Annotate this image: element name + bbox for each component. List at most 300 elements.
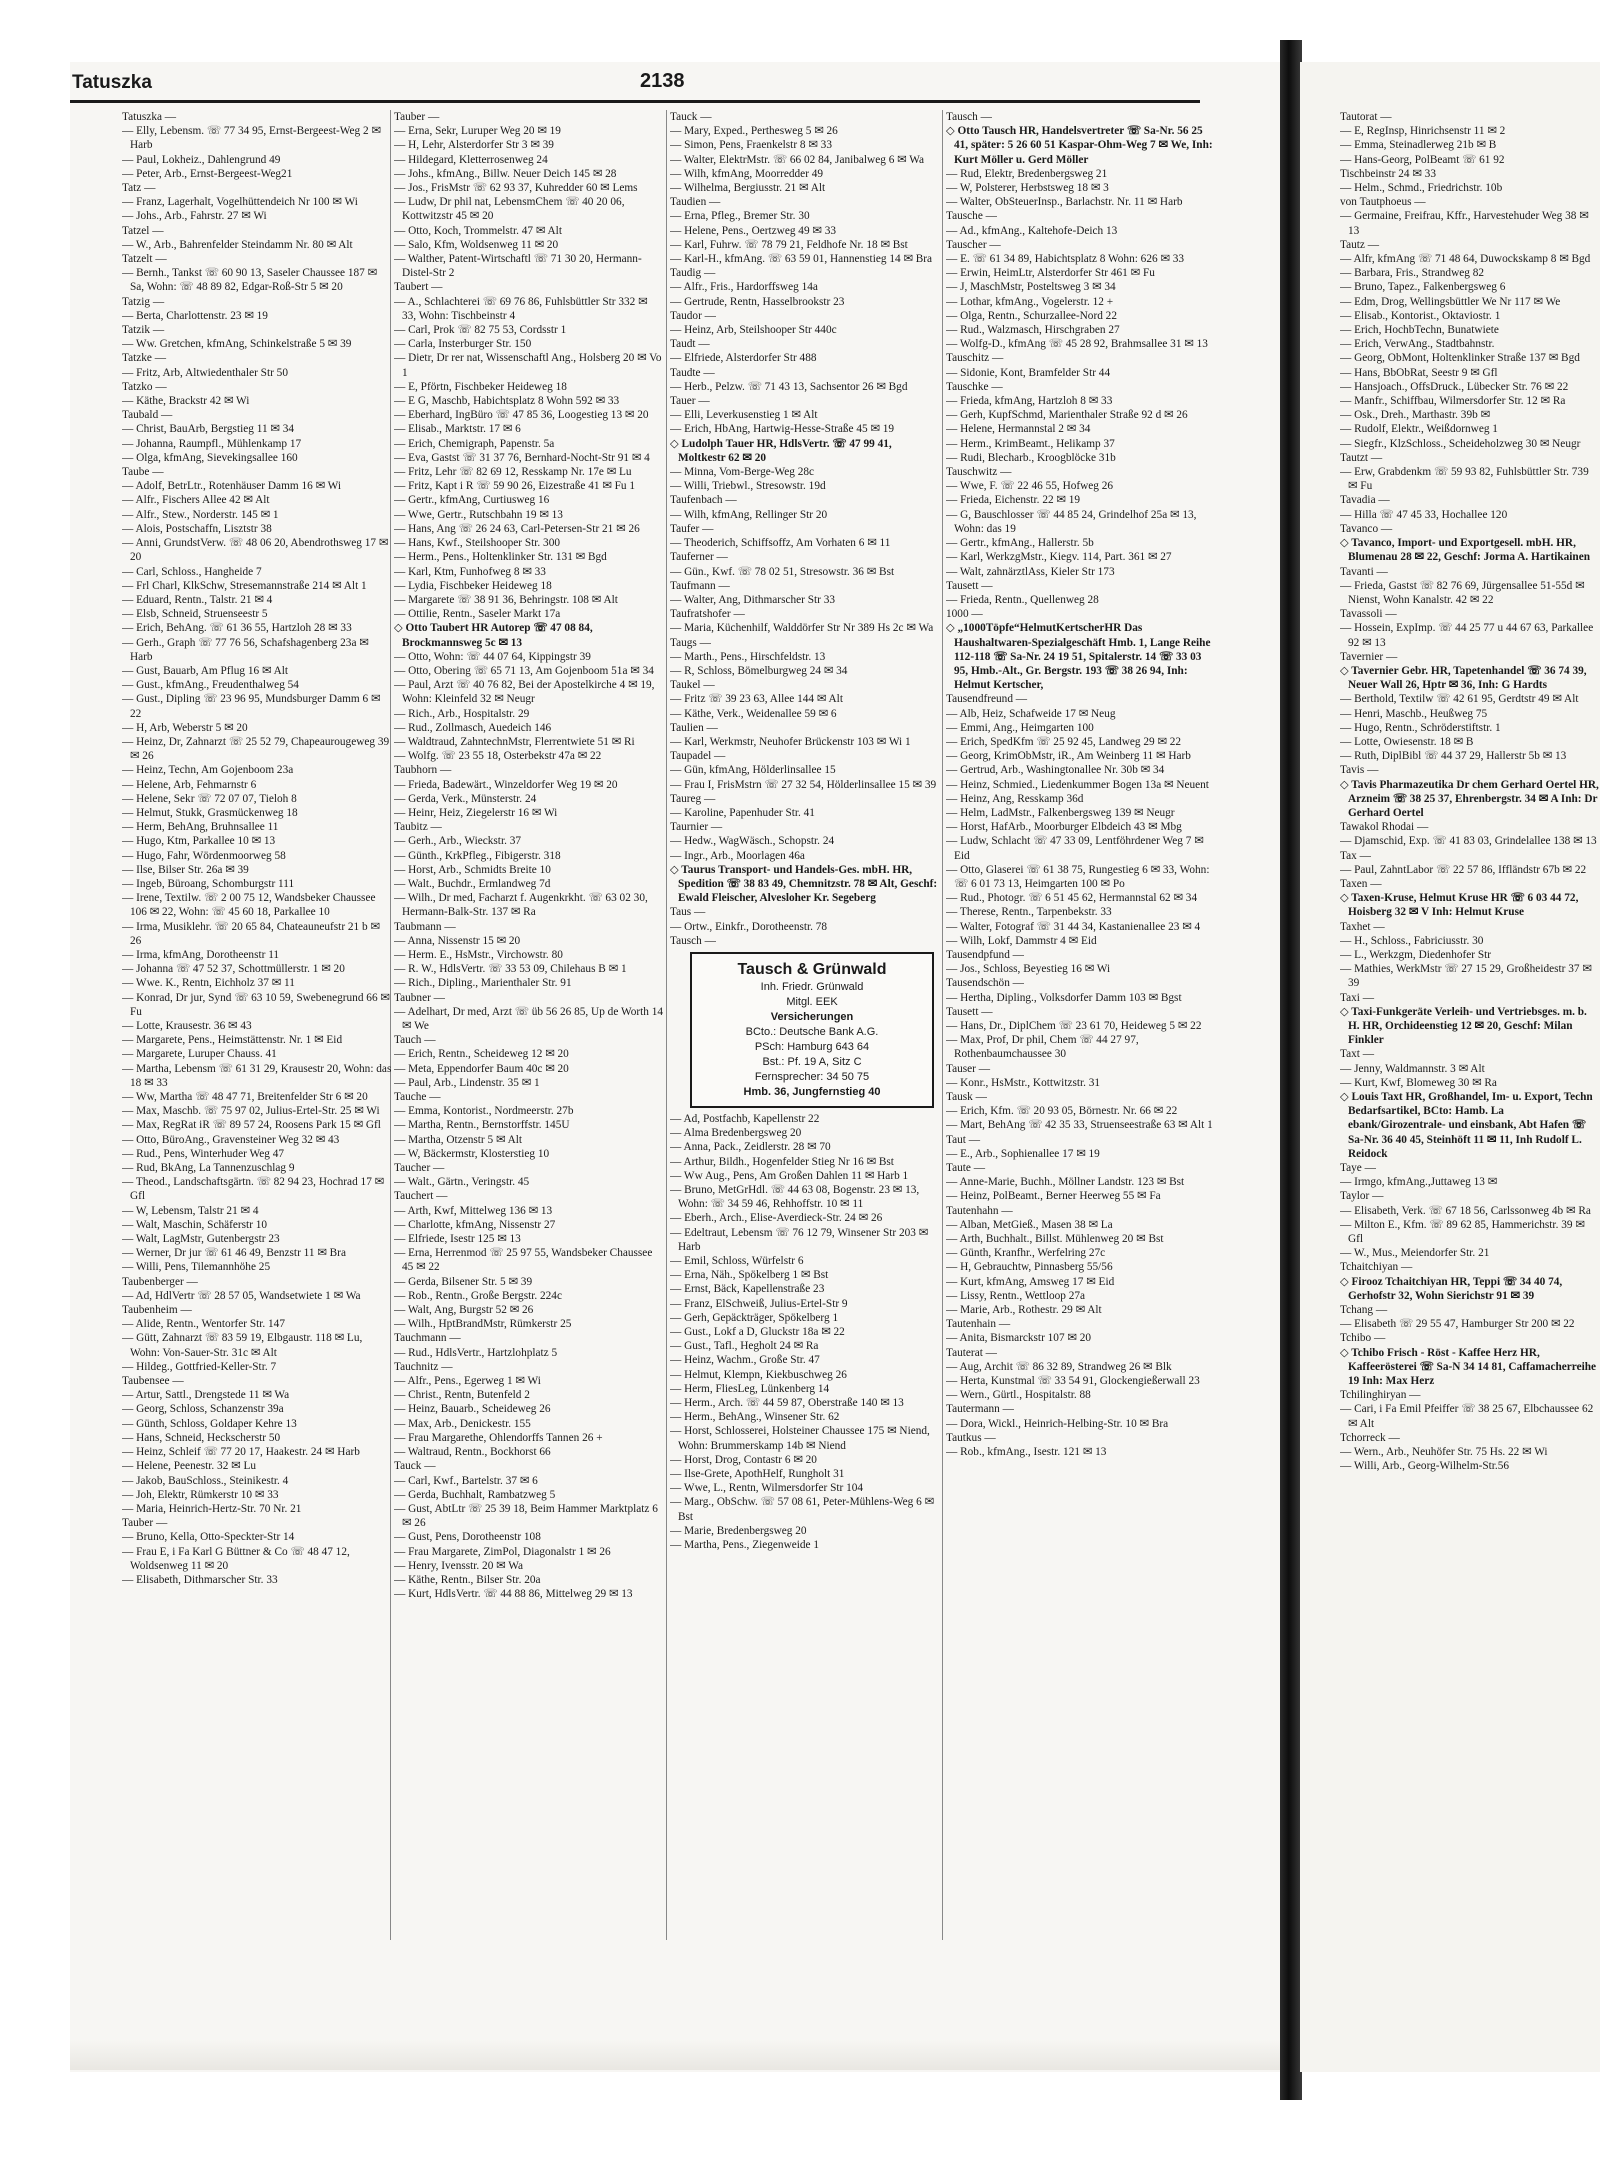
directory-entry: — Ingr., Arb., Moorlagen 46a <box>670 849 805 862</box>
directory-entry: — Walt, Maschin, Schäferstr 10 <box>122 1218 268 1231</box>
directory-entry: — Gust., kfmAng., Freudenthalweg 54 <box>122 679 299 692</box>
surname-heading: Tauer — <box>670 395 710 408</box>
directory-entry: — Heinz, Schmied., Liedenkummer Bogen 13a ✉ Neuent <box>946 778 1209 791</box>
directory-entry: — Wwe, F. ☏ 22 46 55, Hofweg 26 <box>946 480 1114 493</box>
directory-entry: — Helene, Sekr ☏ 72 07 07, Tieloh 8 <box>122 792 297 805</box>
directory-entry: — Helm., Schmd., Friedrichstr. 10b <box>1340 182 1503 195</box>
directory-entry: — Elisabeth, Verk. ☏ 67 18 56, Carlssonweg 4b ✉ Ra <box>1340 1204 1591 1217</box>
directory-entry: — Salo, Kfm, Woldsenweg 11 ✉ 20 <box>394 238 559 251</box>
directory-entry: — Willi, Pens, Tilemannhöhe 25 <box>122 1261 271 1274</box>
directory-entry: — Otto, Glaserei ☏ 61 38 75, Rungestieg 6 ✉ 33, Wohn: ☏ 6 01 73 13, Heimgarten 100 ✉ Po <box>946 863 1210 890</box>
directory-entry: — Irene, Textilw. ☏ 2 00 75 12, Wandsbeker Chaussee 106 ✉ 22, Wohn: ☏ 45 60 18, Parkallee 10 <box>122 892 376 919</box>
surname-heading: Taubmann — <box>394 920 456 933</box>
surname-heading: Tavanti — <box>1340 565 1388 578</box>
surname-heading: Tauchert — <box>394 1190 448 1203</box>
surname-heading: Tatzelt — <box>122 253 167 266</box>
page-header <box>70 72 1200 103</box>
ad-member: Mitgl. EEK <box>786 995 838 1008</box>
directory-entry: — Horst, HafArb., Moorburger Elbdeich 43 ✉ Mbg <box>946 821 1182 834</box>
directory-entry: — Peter, Arb., Ernst-Bergeest-Weg21 <box>122 167 293 180</box>
surname-heading: Tautenhain — <box>946 1318 1011 1331</box>
directory-entry: — Otto, Wohn: ☏ 44 07 64, Kippingstr 39 <box>394 650 591 663</box>
directory-entry: — Fritz ☏ 39 23 63, Allee 144 ✉ Alt <box>670 693 843 706</box>
directory-entry: — Gust., Lokf a D, Gluckstr 18a ✉ 22 <box>670 1326 845 1339</box>
directory-entry: — Heinz, Bauarb., Scheideweg 26 <box>394 1403 551 1416</box>
directory-entry: — Karl, WerkzgMstr., Kiegv. 114, Part. 361 ✉ 27 <box>946 551 1172 564</box>
surname-heading: Taufmann — <box>670 579 730 592</box>
directory-entry: — Ludw, Schlacht ☏ 47 33 09, Lentföhrdener Weg 7 ✉ Eid <box>946 835 1204 862</box>
directory-entry: — Alide, Rentn., Wentorfer Str. 147 <box>122 1318 285 1331</box>
directory-entry: — Gerh., Graph ☏ 77 76 56, Schafshagenberg 23a ✉ Harb <box>122 636 369 663</box>
directory-entry: — Aug, Archit ☏ 86 32 89, Strandweg 26 ✉ Blk <box>946 1360 1172 1373</box>
directory-entry: — Jenny, Waldmannstr. 3 ✉ Alt <box>1340 1062 1485 1075</box>
directory-entry: — Helmut, Klempn, Kiekbuschweg 26 <box>670 1368 847 1381</box>
directory-entry: — Alfr., Fischers Allee 42 ✉ Alt <box>122 494 270 507</box>
directory-entry: — Carl, Schloss., Hangheide 7 <box>122 565 262 578</box>
directory-entry: — Erna, Pfleg., Bremer Str. 30 <box>670 210 810 223</box>
directory-entry: — Rudi, Blecharb., Kroogblöcke 31b <box>946 451 1116 464</box>
directory-entry: — Arth, Buchhalt., Billst. Mühlenweg 20 ✉ Bst <box>946 1233 1164 1246</box>
directory-entry: — Eva, Gastst ☏ 31 37 76, Bernhard-Nocht-Str 91 ✉ 4 <box>394 451 650 464</box>
directory-entry: — Martha, Lebensm ☏ 61 31 29, Krausestr 20, Wohn: das 18 ✉ 33 <box>122 1062 392 1089</box>
directory-entry: ◇ Tavis Pharmazeutika Dr chem Gerhard Oertel HR, Arzneim ☏ 38 25 37, Ehrenbergstr. 34 ✉ A Inh: Dr Gerhard Oertel <box>1340 778 1599 819</box>
surname-heading: Taugs — <box>670 636 711 649</box>
surname-heading: Taupadel — <box>670 750 726 763</box>
directory-entry: — Käthe, Rentn., Bilser Str. 20a <box>394 1573 541 1586</box>
directory-entry: — Lotte, Owiesenstr. 18 ✉ B <box>1340 735 1474 748</box>
directory-entry: — Otto, BüroAng., Gravensteiner Weg 32 ✉ 43 <box>122 1133 340 1146</box>
directory-entry: — Herm, BehAng, Bruhnsallee 11 <box>122 821 279 834</box>
directory-entry: — Christ, BauArb, Bergstieg 11 ✉ 34 <box>122 423 295 436</box>
directory-entry: — Erich, Rentn., Scheideweg 12 ✉ 20 <box>394 1048 569 1061</box>
surname-heading: Taucher — <box>394 1162 445 1175</box>
surname-heading: Taubenberger — <box>122 1275 198 1288</box>
surname-heading: Tavernier — <box>1340 650 1398 663</box>
directory-entry: — Carl, Kwf., Bartelstr. 37 ✉ 6 <box>394 1474 538 1487</box>
directory-entry: — Eberhard, IngBüro ☏ 47 85 36, Loogestieg 13 ✉ 20 <box>394 409 649 422</box>
directory-entry: — Gust., Dipling ☏ 23 96 95, Mundsburger Damm 6 ✉ 22 <box>122 693 381 720</box>
directory-entry: — H, Lehr, Alsterdorfer Str 3 ✉ 39 <box>394 139 554 152</box>
directory-entry: — Berthold, Textilw ☏ 42 61 95, Gerdtstr 49 ✉ Alt <box>1340 693 1579 706</box>
directory-entry: — Erna, Sekr, Luruper Weg 20 ✉ 19 <box>394 125 561 138</box>
surname-heading: von Tautphoeus — <box>1340 196 1426 209</box>
directory-entry: — Ortw., Einkfr., Dorotheenstr. 78 <box>670 920 828 933</box>
directory-entry: — Elisab., Kontorist., Oktaviostr. 1 <box>1340 309 1501 322</box>
page-shadow <box>70 2040 1280 2070</box>
surname-heading: Tchang — <box>1340 1304 1388 1317</box>
surname-heading: Tatuszka — <box>122 111 177 123</box>
directory-entry: — Emma, Kontorist., Nordmeerstr. 27b <box>394 1105 574 1118</box>
directory-entry: — Paul, ZahntLabor ☏ 22 57 86, Iffländstr 67b ✉ 22 <box>1340 863 1587 876</box>
directory-entry: — Wilh, kfmAng, Rellinger Str 20 <box>670 508 828 521</box>
directory-entry: — Hans, Schneid, Heckscherstr 50 <box>122 1431 281 1444</box>
surname-heading: Tawakol Rhodai — <box>1340 821 1429 834</box>
surname-heading: Tauck — <box>670 111 712 123</box>
directory-entry: ◇ Taxi-Funkgeräte Verleih- und Vertriebsges. m. b. H. HR, Orchideenstieg 12 ✉ 20, Geschf: Milan Finkler <box>1340 1005 1587 1047</box>
surname-heading: Tauber — <box>394 111 440 123</box>
directory-entry: — Emma, Steinadlerweg 21b ✉ B <box>1340 139 1497 152</box>
surname-heading: Taurnier — <box>670 821 723 834</box>
directory-entry: — Irmgo, kfmAng.,Juttaweg 13 ✉ <box>1340 1176 1498 1189</box>
directory-entry: — E, Pförtn, Fischbeker Heideweg 18 <box>394 380 567 393</box>
directory-entry: — W, Bäckermstr, Klosterstieg 10 <box>394 1147 550 1160</box>
surname-heading: Taylor — <box>1340 1190 1384 1203</box>
directory-entry: — Gerh, Gepäckträger, Spökelberg 1 <box>670 1311 839 1324</box>
surname-heading: Tauck — <box>394 1460 436 1473</box>
directory-entry: — Frau Margarete, ZimPol, Diagonalstr 1 ✉ 26 <box>394 1545 611 1558</box>
ad-address: Hmb. 36, Jungfernstieg 40 <box>743 1085 881 1098</box>
directory-entry: — Erich, Kfm. ☏ 20 93 05, Börnestr. Nr. 66 ✉ 22 <box>946 1105 1178 1118</box>
directory-entry: — Erna, Herrenmod ☏ 25 97 55, Wandsbeker Chaussee 45 ✉ 22 <box>394 1247 653 1274</box>
directory-entry: — Wwe, Gertr., Rutschbahn 19 ✉ 13 <box>394 508 563 521</box>
surname-heading: Tauscher — <box>946 238 1001 251</box>
directory-entry: — Walter, ElektrMstr. ☏ 66 02 84, Janibalweg 6 ✉ Wa <box>670 153 925 166</box>
directory-entry: — Heinz, Dr, Zahnarzt ☏ 25 52 79, Chapeaurougeweg 39 ✉ 26 <box>122 735 390 763</box>
directory-entry: — A., Schlachterei ☏ 69 76 86, Fuhlsbüttler Str 332 ✉ 33, Wohn: Tischbeinstr 4 <box>394 295 648 322</box>
directory-entry: — Rich., Arb., Hospitalstr. 29 <box>394 707 530 720</box>
directory-entry: — Erich, SpedKfm ☏ 25 92 45, Landweg 29 ✉ 22 <box>946 735 1182 748</box>
directory-entry: — Frieda, kfmAng, Hartzloh 8 ✉ 33 <box>946 395 1113 408</box>
directory-entry: — Herta, Kunstmal ☏ 33 54 91, Glockengießerwall 23 <box>946 1375 1200 1388</box>
directory-entry: — Hertha, Dipling., Volksdorfer Damm 103 ✉ Bgst <box>946 991 1182 1004</box>
directory-entry: — Karl, Werkmstr, Neuhofer Brückenstr 103 ✉ Wi 1 <box>670 735 911 748</box>
directory-entry: — Emil, Schloss, Würfelstr 6 <box>670 1255 804 1268</box>
directory-entry: — Gust, Pens, Dorotheenstr 108 <box>394 1531 541 1544</box>
directory-entry: — Herm., KrimBeamt., Helikamp 37 <box>946 437 1115 450</box>
directory-entry: — Ww Aug., Pens, Am Großen Dahlen 11 ✉ Harb 1 <box>670 1169 909 1182</box>
directory-entry: — Paul, Arb., Lindenstr. 35 ✉ 1 <box>394 1076 540 1089</box>
directory-entry: — Margarete, Pens., Heimstättenstr. Nr. 1 ✉ Eid <box>122 1034 343 1047</box>
directory-entry: — Konr., HsMstr., Kottwitzstr. 31 <box>946 1076 1101 1089</box>
surname-heading: Tchorreck — <box>1340 1431 1400 1444</box>
directory-entry: — Heinz, Ang, Resskamp 36d <box>946 792 1084 805</box>
surname-heading: Tauterat — <box>946 1346 997 1359</box>
directory-entry: — Frau I, FrisMstrn ☏ 27 32 54, Hölderlinsallee 15 ✉ 39 <box>670 778 937 791</box>
surname-heading: Tauche — <box>394 1091 441 1104</box>
surname-heading: Tausett — <box>946 579 993 592</box>
directory-entry: — Simon, Pens, Fraenkelstr 8 ✉ 33 <box>670 139 832 152</box>
directory-entry: — Alfr., Pens., Egerweg 1 ✉ Wi <box>394 1375 541 1388</box>
directory-entry: — Henry, Ivensstr. 20 ✉ Wa <box>394 1559 524 1572</box>
directory-entry: — Arth, Kwf, Mittelweg 136 ✉ 13 <box>394 1204 553 1217</box>
directory-entry: — Elisab., Marktstr. 17 ✉ 6 <box>394 423 521 436</box>
directory-entry: — Dora, Wickl., Heinrich-Helbing-Str. 10 ✉ Bra <box>946 1417 1169 1430</box>
directory-entry: — Gün., Kwf. ☏ 78 02 51, Stresowstr. 36 ✉ Bst <box>670 565 895 578</box>
directory-entry: — Hedw., WagWäsch., Schopstr. 24 <box>670 835 835 848</box>
directory-entry: — Erwin, HeimLtr, Alsterdorfer Str 461 ✉ Fu <box>946 267 1155 280</box>
directory-entry: — Frieda, Rentn., Quellenweg 28 <box>946 593 1099 606</box>
directory-entry: — Wolfg. ☏ 23 55 18, Osterbekstr 47a ✉ 22 <box>394 750 602 763</box>
surname-heading: Taubensee — <box>122 1375 184 1388</box>
directory-entry: — Helmut, Stukk, Grasmückenweg 18 <box>122 806 298 819</box>
directory-entry: — Wilh., HptBrandMstr, Rümkerstr 25 <box>394 1318 572 1331</box>
directory-entry: — Walter, Ang, Dithmarscher Str 33 <box>670 593 836 606</box>
directory-entry: — Rob., Rentn., Große Bergstr. 224c <box>394 1289 562 1302</box>
directory-entry: — Karl, Fuhrw. ☏ 78 79 21, Feldhofe Nr. 18 ✉ Bst <box>670 238 908 251</box>
surname-heading: Tauser — <box>946 1062 991 1075</box>
book-gutter <box>1280 40 1302 2100</box>
directory-entry: — Kurt, kfmAng, Amsweg 17 ✉ Eid <box>946 1275 1115 1288</box>
directory-entry: — W, Lebensm, Talstr 21 ✉ 4 <box>122 1204 259 1217</box>
directory-entry: — Bernh., Tankst ☏ 60 90 13, Saseler Chaussee 187 ✉ Sa, Wohn: ☏ 48 89 82, Edgar-Roß-Str 5 ✉ 20 <box>122 267 378 294</box>
directory-entry: — Horst, Arb., Schmidts Breite 10 <box>394 863 551 876</box>
surname-heading: Tausche — <box>946 210 997 223</box>
directory-entry: — Georg, ObMont, Holtenklinker Straße 137 ✉ Bgd <box>1340 352 1580 365</box>
surname-heading: Tchaitchiyan — <box>1340 1261 1413 1274</box>
directory-entry: — Willi, Triebwl., Stresowstr. 19d <box>670 480 826 493</box>
directory-entry: — Eduard, Rentn., Talstr. 21 ✉ 4 <box>122 593 273 606</box>
directory-entry: — Martha, Rentn., Bernstorffstr. 145U <box>394 1119 570 1132</box>
surname-heading: Taxhet — <box>1340 920 1385 933</box>
surname-heading: Taudig — <box>670 267 716 280</box>
directory-entry: — Anni, GrundstVerw. ☏ 48 06 20, Abendrothsweg 17 ✉ 20 <box>122 537 389 564</box>
directory-entry: — Dietr, Dr rer nat, Wissenschaftl Ang., Holsberg 20 ✉ Vo 1 <box>394 352 662 379</box>
surname-heading: Tauchmann — <box>394 1332 461 1345</box>
directory-entry: — Heinz, Schleif ☏ 77 20 17, Haakestr. 24 ✉ Harb <box>122 1446 360 1459</box>
directory-entry: — Helene, Arb, Fehmarnstr 6 <box>122 778 257 791</box>
directory-entry: — Max, RegRat iR ☏ 89 57 24, Roosens Park 15 ✉ Gfl <box>122 1119 381 1132</box>
surname-heading: Tautenhahn — <box>946 1204 1013 1217</box>
surname-heading: Taubner — <box>394 991 445 1004</box>
directory-entry: — Jos., FrisMstr ☏ 62 93 37, Kuhredder 60 ✉ Lems <box>394 182 638 195</box>
directory-entry: — Helene, Peenestr. 32 ✉ Lu <box>122 1460 257 1473</box>
directory-entry: — Germaine, Freifrau, Kffr., Harvestehuder Weg 38 ✉ 13 <box>1340 210 1589 237</box>
directory-entry: — Alfr, kfmAng ☏ 71 48 64, Duwockskamp 8 ✉ Bgd <box>1340 253 1591 266</box>
directory-entry: — Osk., Dreh., Marthastr. 39b ✉ <box>1340 409 1491 422</box>
directory-entry: — Wern., Gürtl., Hospitalstr. 88 <box>946 1389 1091 1402</box>
directory-entry: — Barbara, Fris., Strandweg 82 <box>1340 267 1485 280</box>
directory-entry: — Johanna, Raumpfl., Mühlenkamp 17 <box>122 437 302 450</box>
surname-heading: Tautorat — <box>1340 111 1392 123</box>
directory-entry: — Fritz, Lehr ☏ 82 69 12, Resskamp Nr. 17e ✉ Lu <box>394 466 632 479</box>
directory-entry: — Walt, LagMstr, Gutenbergstr 23 <box>122 1233 280 1246</box>
directory-entry: — Carla, Insterburger Str. 150 <box>394 338 532 351</box>
directory-entry: — Maria, Küchenhilf, Walddörfer Str Nr 389 Hs 2c ✉ Wa <box>670 622 934 635</box>
directory-entry: — Joh, Elektr, Rümkerstr 10 ✉ 33 <box>122 1488 279 1501</box>
directory-entry: — Heinz, Techn, Am Gojenboom 23a <box>122 764 294 777</box>
surname-heading: Taudte — <box>670 366 715 379</box>
directory-entry: — Elsb, Schneid, Struenseestr 5 <box>122 608 268 621</box>
surname-heading: Tavadia — <box>1340 494 1390 507</box>
directory-entry: — Helm, LadMstr., Falkenbergsweg 139 ✉ Neugr <box>946 806 1175 819</box>
directory-entry: — Hilla ☏ 47 45 33, Hochallee 120 <box>1340 508 1508 521</box>
directory-entry: — Wilh., Dr med, Facharzt f. Augenkrkht. ☏ 63 02 30, Hermann-Balk-Str. 137 ✉ Ra <box>394 892 648 919</box>
directory-entry: — Günth, Kranfhr., Werfelring 27c <box>946 1247 1106 1260</box>
directory-entry: — Ad., kfmAng., Kaltehofe-Deich 13 <box>946 224 1118 237</box>
surname-heading: 1000 — <box>946 608 983 621</box>
directory-entry: — Margarete, Luruper Chauss. 41 <box>122 1048 277 1061</box>
directory-entry: — Ingeb, Büroang, Schomburgstr 111 <box>122 877 295 890</box>
directory-entry: — Lotte, Krausestr. 36 ✉ 43 <box>122 1020 252 1032</box>
directory-entry: — Frieda, Gastst ☏ 82 76 69, Jürgensallee 51-55d ✉ Nienst, Wohn Kanalstr. 42 ✉ 22 <box>1340 579 1585 606</box>
directory-entry: — Marie, Arb., Rothestr. 29 ✉ Alt <box>946 1304 1102 1317</box>
directory-entry: — E G, Maschb, Habichtsplatz 8 Wohn 592 ✉ 33 <box>394 395 620 408</box>
running-head: Tatuszka <box>72 72 152 93</box>
directory-entry: — L., Werkzgm, Diedenhofer Str <box>1340 948 1492 961</box>
directory-entry: — Erna, Näh., Spökelberg 1 ✉ Bst <box>670 1269 829 1282</box>
surname-heading: Tautzt — <box>1340 451 1383 464</box>
directory-entry: — Rud, BkAng, La Tannenzuschlag 9 <box>122 1162 295 1175</box>
directory-entry: — Gertr., kfmAng., Hallerstr. 5b <box>946 537 1094 550</box>
surname-heading: Tausk — <box>946 1091 987 1104</box>
directory-entry: — Willi, Arb., Georg-Wilhelm-Str.56 <box>1340 1460 1510 1473</box>
directory-entry: — Alb, Heiz, Schafweide 17 ✉ Neug <box>946 707 1116 720</box>
directory-entry: — Erw, Grabdenkm ☏ 59 93 82, Fuhlsbüttler Str. 739 ✉ Fu <box>1340 466 1589 493</box>
directory-entry: — Ilse, Bilser Str. 26a ✉ 39 <box>122 863 249 876</box>
directory-entry: — Irma, kfmAng, Dorotheenstr 11 <box>122 948 280 961</box>
directory-entry: — Elfriede, Isestr 125 ✉ 13 <box>394 1233 521 1246</box>
surname-heading: Taye — <box>1340 1162 1376 1175</box>
surname-heading: Taureg — <box>670 792 716 805</box>
directory-entry: — Martha, Otzenstr 5 ✉ Alt <box>394 1133 523 1146</box>
directory-entry: — Elisabeth, Dithmarscher Str. 33 <box>122 1573 278 1586</box>
directory-column-5 <box>1340 110 1600 1940</box>
directory-entry: — Wolfg-D., kfmAng ☏ 45 28 92, Brahmsallee 31 ✉ 13 <box>946 338 1208 351</box>
surname-heading: Tatzke — <box>122 352 167 365</box>
directory-entry: — Erich, BehAng. ☏ 61 36 55, Hartzloh 28 ✉ 33 <box>122 622 352 635</box>
directory-entry: — Rud., Zollmasch, Auedeich 146 <box>394 721 552 734</box>
directory-entry: — Frieda, Badewärt., Winzeldorfer Weg 19 ✉ 20 <box>394 778 618 791</box>
directory-entry: — Gust., Tafl., Hegholt 24 ✉ Ra <box>670 1340 819 1353</box>
directory-entry: — Hugo, Fahr, Wördenmoorweg 58 <box>122 849 286 862</box>
directory-entry: — Bruno, MetGrHdl. ☏ 44 63 08, Bogenstr. 23 ✉ 13, Wohn: ☏ 34 59 46, Rehhoffstr. 10 ✉ 11 <box>670 1184 920 1211</box>
directory-entry: — Ww, Martha ☏ 48 47 71, Breitenfelder Str 6 ✉ 20 <box>122 1091 368 1104</box>
directory-entry: — Horst, Schlosserei, Holsteiner Chaussee 175 ✉ Niend, Wohn: Brummerskamp 14b ✉ Niend <box>670 1425 930 1452</box>
directory-entry: — Adelhart, Dr med, Arzt ☏ üb 56 26 85, Up de Worth 14 ✉ We <box>394 1005 664 1032</box>
directory-entry: — Herm., BehAng., Winsener Str. 62 <box>670 1411 840 1424</box>
directory-entry: ◇ „1000Töpfe“HelmutKertscherHR Das Haushaltwaren-Spezialgeschäft Hmb. 1, Lange Reihe 112-118 ☏ Sa-Nr. 24 19 51, Spitalerstr. 14 ☏ 33 03 95, Hmb.-Alt., Gr. Bergstr. 193 ☏ 38 26 94, Inh: Helmut Kertscher, <box>946 622 1211 692</box>
directory-entry: — Waldtraud, ZahntechnMstr, Flerrentwiete 51 ✉ Ri <box>394 735 635 748</box>
directory-entry: — E, RegInsp, Hinrichsenstr 11 ✉ 2 <box>1340 125 1506 138</box>
directory-entry: — Carl, Prok ☏ 82 75 53, Cordsstr 1 <box>394 324 567 337</box>
directory-entry: — Erich, HbAng, Hartwig-Hesse-Straße 45 ✉ 19 <box>670 423 895 436</box>
directory-entry: — Franz, ElSchweiß, Julius-Ertel-Str 9 <box>670 1297 848 1310</box>
directory-entry: — Alfr., Fris., Hardorffsweg 14a <box>670 281 818 294</box>
directory-entry: — W., Arb., Bahrenfelder Steindamm Nr. 80 ✉ Alt <box>122 238 353 251</box>
directory-entry: — Rud., HdlsVertr., Hartzlohplatz 5 <box>394 1346 558 1359</box>
directory-column-4 <box>946 110 1216 1940</box>
directory-entry: — Walter, ObSteuerInsp., Barlachstr. Nr. 11 ✉ Harb <box>946 196 1183 209</box>
directory-entry: — Ilse-Grete, ApothHelf, Rungholt 31 <box>670 1468 845 1481</box>
directory-entry: — Edm, Drog, Wellingsbüttler We Nr 117 ✉ We <box>1340 295 1561 308</box>
surname-heading: Tavanco — <box>1340 522 1393 535</box>
directory-entry: — Herm. E., HsMstr., Virchowstr. 80 <box>394 948 563 961</box>
surname-heading: Tauschwitz — <box>946 466 1012 479</box>
directory-entry: — W., Mus., Meiendorfer Str. 21 <box>1340 1247 1490 1260</box>
directory-entry: — Martha, Pens., Ziegenweide 1 <box>670 1539 820 1552</box>
directory-entry: — Erich, Chemigraph, Papenstr. 5a <box>394 437 555 450</box>
surname-heading: Tautkus — <box>946 1431 996 1444</box>
directory-entry: — Marie, Bredenbergsweg 20 <box>670 1524 807 1537</box>
directory-entry: — Otto, Obering ☏ 65 71 13, Am Gojenboom 51a ✉ 34 <box>394 664 654 677</box>
directory-entry: — Christ., Rentn, Butenfeld 2 <box>394 1389 530 1402</box>
directory-entry: — Karoline, Papenhuder Str. 41 <box>670 806 815 819</box>
directory-entry: — Artur, Sattl., Drengstede 11 ✉ Wa <box>122 1389 290 1402</box>
directory-entry: — Walter, Fotograf ☏ 31 44 34, Kastanienallee 23 ✉ 4 <box>946 920 1201 933</box>
advertisement-box <box>690 952 934 1108</box>
directory-entry: — Rob., kfmAng., Isestr. 121 ✉ 13 <box>946 1446 1107 1459</box>
directory-entry: — Paul, Lokheiz., Dahlengrund 49 <box>122 153 281 166</box>
directory-entry: — Mathies, WerkMstr ☏ 27 15 29, Großheidestr 37 ✉ 39 <box>1340 963 1592 990</box>
directory-entry: — Ww. Gretchen, kfmAng, Schinkelstraße 5 ✉ 39 <box>122 338 352 351</box>
directory-entry: — Emmi, Ang., Heimgarten 100 <box>946 721 1094 734</box>
directory-entry: — Alfr., Stew., Norderstr. 145 ✉ 1 <box>122 508 279 521</box>
directory-entry: — Herm, FliesLeg, Lünkenberg 14 <box>670 1382 830 1395</box>
surname-heading: Taxt — <box>1340 1048 1375 1061</box>
surname-heading: Taubert — <box>394 281 443 294</box>
ad-bank: BCto.: Deutsche Bank A.G. <box>745 1025 879 1038</box>
directory-entry: — Anna, Nissenstr 15 ✉ 20 <box>394 934 521 947</box>
surname-heading: Taxen — <box>1340 877 1382 890</box>
directory-entry: — Helene, Pens., Oertzweg 49 ✉ 33 <box>670 224 837 237</box>
directory-entry: — Gerda, Bilsener Str. 5 ✉ 39 <box>394 1275 533 1288</box>
directory-column-2 <box>394 110 664 1940</box>
directory-entry: — Gust, AbtLtr ☏ 25 39 18, Beim Hammer Marktplatz 6 ✉ 26 <box>394 1502 658 1530</box>
directory-entry: — Herm., Pens., Holtenklinker Str. 131 ✉ Bgd <box>394 551 607 564</box>
surname-heading: Taudt — <box>670 338 710 351</box>
directory-entry: — Henri, Maschb., Heußweg 75 <box>1340 707 1488 720</box>
directory-entry: — Mary, Exped., Perthesweg 5 ✉ 26 <box>670 125 838 138</box>
directory-entry: — Johanna ☏ 47 52 37, Schottmüllerstr. 1 ✉ 20 <box>122 963 345 976</box>
directory-entry: — Theoderich, Schiffsoffz, Am Vorhaten 6 ✉ 11 <box>670 537 891 550</box>
directory-entry: — Olga, Rentn., Schurzallee-Nord 22 <box>946 309 1117 322</box>
directory-entry: — Minna, Vom-Berge-Weg 28c <box>670 466 815 479</box>
surname-heading: Tchilinghiryan — <box>1340 1389 1421 1402</box>
directory-entry: — Lothar, kfmAng., Vogelerstr. 12 + <box>946 295 1114 308</box>
directory-entry: — Gertrud, Arb., Washingtonallee Nr. 30b ✉ 34 <box>946 764 1165 777</box>
directory-entry: — Rud, Elektr, Bredenbergsweg 21 <box>946 167 1108 180</box>
directory-entry: — Walt., Buchdr., Ermlandweg 7d <box>394 877 551 890</box>
directory-entry: — Kurt, HdlsVertr. ☏ 44 88 86, Mittelweg 29 ✉ 13 <box>394 1588 633 1601</box>
column-rule <box>666 110 667 1940</box>
directory-entry: — Gust, Bauarb, Am Pflug 16 ✉ Alt <box>122 664 289 677</box>
directory-entry: — Gün, kfmAng, Hölderlinsallee 15 <box>670 764 836 777</box>
surname-heading: Taufratshofer — <box>670 608 745 621</box>
directory-entry: — R. W., HdlsVertr. ☏ 33 53 09, Chilehaus B ✉ 1 <box>394 963 627 976</box>
surname-heading: Taube — <box>122 466 164 479</box>
directory-entry: ◇ Tavernier Gebr. HR, Tapetenhandel ☏ 36 74 39, Neuer Wall 26, Hptr ✉ 36, Inh: G Hardts <box>1340 664 1587 692</box>
directory-entry: — Frau Margarethe, Ohlendorffs Tannen 26 + <box>394 1431 603 1444</box>
surname-heading: Taubhorn — <box>394 764 452 777</box>
directory-entry: — Frieda, Eichenstr. 22 ✉ 19 <box>946 494 1081 507</box>
directory-entry: — Manfr., Schiffbau, Wilmersdorfer Str. 12 ✉ Ra <box>1340 395 1566 408</box>
surname-heading: Taxi — <box>1340 991 1375 1004</box>
surname-heading: Tautz — <box>1340 238 1380 251</box>
directory-entry: — Alban, MetGieß., Masen 38 ✉ La <box>946 1218 1113 1231</box>
directory-column-1 <box>122 110 392 1940</box>
directory-entry: — E., Arb., Sophienallee 17 ✉ 19 <box>946 1147 1100 1160</box>
directory-entry: — H, Gebrauchtw, Pinnasberg 55/56 <box>946 1261 1113 1274</box>
surname-heading: Tchibo — <box>1340 1332 1386 1345</box>
directory-column-3 <box>670 110 940 1940</box>
directory-entry: ◇ Ludolph Tauer HR, HdlsVertr. ☏ 47 99 41, Moltkestr 62 ✉ 20 <box>670 437 892 464</box>
directory-entry: — Alois, Postschaffn, Lisztstr 38 <box>122 522 272 535</box>
directory-entry: — Lissy, Rentn., Wettloop 27a <box>946 1289 1086 1302</box>
directory-entry: — Wwe, L., Rentn, Wilmersdorfer Str 104 <box>670 1482 864 1495</box>
directory-entry: — Ernst, Bäck, Kapellenstraße 23 <box>670 1283 825 1296</box>
directory-entry: — Hildegard, Kletterrosenweg 24 <box>394 153 548 166</box>
surname-heading: Tavis — <box>1340 764 1379 777</box>
directory-entry: — Walt, Ang, Burgstr 52 ✉ 26 <box>394 1304 534 1317</box>
directory-entry: — Rich., Dipling., Marienthaler Str. 91 <box>394 977 572 990</box>
surname-heading: Tauch — <box>394 1034 436 1047</box>
surname-heading: Taufenbach — <box>670 494 737 507</box>
surname-heading: Taufer — <box>670 522 714 535</box>
directory-entry: — Wilh, kfmAng, Moorredder 49 <box>670 167 824 180</box>
directory-entry: — Hugo, Rentn., Schröderstiftstr. 1 <box>1340 721 1501 734</box>
directory-entry: — Wwe. K., Rentn, Eichholz 37 ✉ 11 <box>122 977 295 990</box>
directory-entry: — W, Polsterer, Herbstsweg 18 ✉ 3 <box>946 182 1109 195</box>
